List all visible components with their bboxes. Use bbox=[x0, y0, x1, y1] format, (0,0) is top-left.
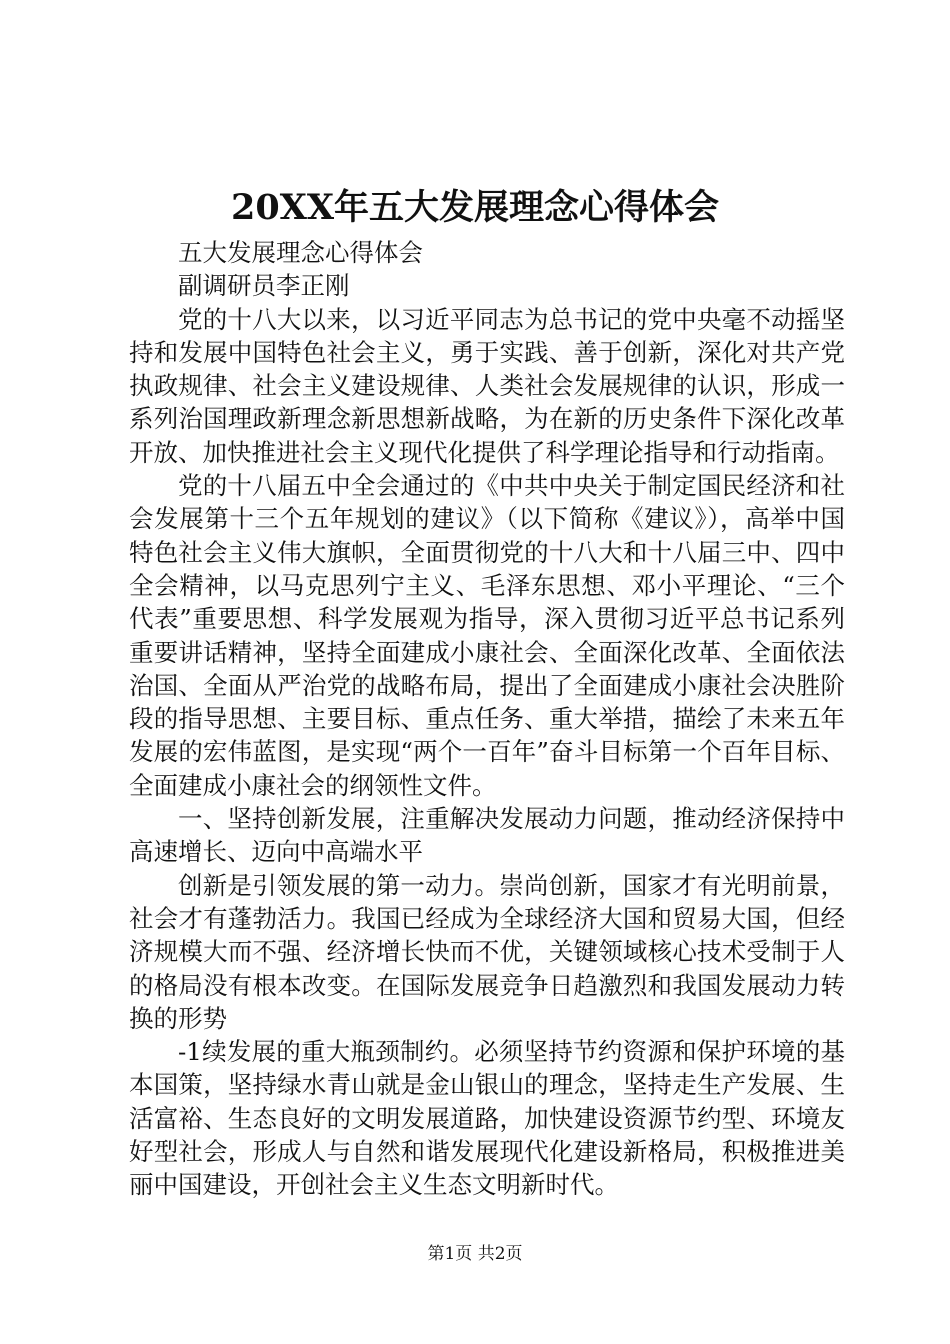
page-number-footer: 第1页 共2页 bbox=[427, 1244, 523, 1264]
body-paragraph: -1续发展的重大瓶颈制约。必须坚持节约资源和保护环境的基本国策，坚持绿水青山就是金山银山的理念，坚持走生产发展、生活富裕、生态良好的文明发展道路，加快建设资源节约型、环境友好型社会，形成人与自然和谐发展现代化建设新格局，积极推进美丽中国建设，开创社会主义生态文明新时代。 bbox=[129, 1037, 845, 1200]
document-body bbox=[129, 236, 845, 1202]
document-title: 20XX年五大发展理念心得体会 bbox=[230, 187, 720, 228]
body-paragraph: 党的十八大以来，以习近平同志为总书记的党中央毫不动摇坚持和发展中国特色社会主义，勇于实践、善于创新，深化对共产党执政规律、社会主义建设规律、人类社会发展规律的认识，形成一系列治国理政新理念新思想新战略，为在新的历史条件下深化改革开放、加快推进社会主义现代化提供了科学理论指导和行动指南。 bbox=[129, 304, 845, 467]
section-heading: 一、坚持创新发展，注重解决发展动力问题，推动经济保持中高速增长、迈向中高端水平 bbox=[129, 804, 845, 867]
body-paragraph: 创新是引领发展的第一动力。崇尚创新，国家才有光明前景，社会才有蓬勃活力。我国已经成为全球经济大国和贸易大国，但经济规模大而不强、经济增长快而不优，关键领域核心技术受制于人的格局没有根本改变。在国际发展竞争日趋激烈和我国发展动力转换的形势 bbox=[129, 870, 845, 1033]
subtitle-paragraph: 五大发展理念心得体会 bbox=[178, 238, 423, 267]
author-paragraph: 副调研员李正刚 bbox=[178, 271, 350, 301]
body-paragraph: 党的十八届五中全会通过的《中共中央关于制定国民经济和社会发展第十三个五年规划的建议》（以下简称《建议》），高举中国特色社会主义伟大旗帜，全面贯彻党的十八大和十八届三中、四中全会精神，以马克思列宁主义、毛泽东思想、邓小平理论、“三个代表”重要思想、科学发展观为指导，深入贯彻习近平总书记系列重要讲话精神，坚持全面建成小康社会、全面深化改革、全面依法治国、全面从严治党的战略布局，提出了全面建成小康社会决胜阶段的指导思想、主要目标、重点任务、重大举措，描绘了未来五年发展的宏伟蓝图，是实现“两个一百年”奋斗目标第一个百年目标、全面建成小康社会的纲领性文件。 bbox=[129, 471, 845, 800]
